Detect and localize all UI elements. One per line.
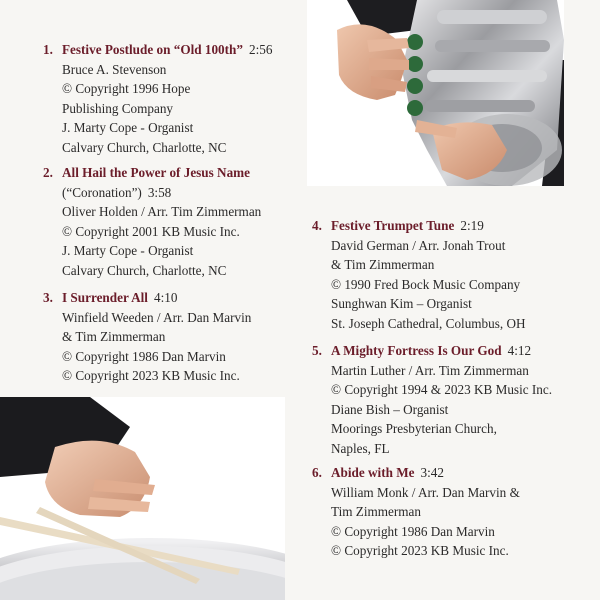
track-duration: 3:58 bbox=[147, 184, 172, 200]
track-credit: & Tim Zimmerman bbox=[62, 329, 166, 345]
track-credit: Publishing Company bbox=[62, 100, 174, 116]
track-duration: 3:42 bbox=[420, 465, 444, 480]
track-credit: J. Marty Cope - Organist bbox=[62, 120, 194, 136]
track-duration: 4:12 bbox=[507, 343, 532, 358]
track-credit: © Copyright 1986 Dan Marvin bbox=[331, 523, 495, 539]
track-credit: St. Joseph Cathedral, Columbus, OH bbox=[331, 315, 526, 331]
track-title: A Mighty Fortress Is Our God bbox=[331, 343, 502, 358]
track-title-line bbox=[312, 341, 552, 361]
track-subtitle: (“Coronation”) bbox=[62, 184, 142, 200]
track-credit: © Copyright 1994 & 2023 KB Music Inc. bbox=[331, 382, 553, 398]
track-title-line bbox=[43, 288, 251, 308]
track-title: Abide with Me bbox=[331, 465, 415, 480]
track-credit: Tim Zimmerman bbox=[331, 504, 421, 520]
track-2 bbox=[43, 163, 261, 281]
track-title-line bbox=[43, 40, 272, 60]
track-title-line bbox=[43, 163, 261, 183]
track-subtitle-line bbox=[43, 183, 261, 203]
track-credit: © Copyright 1996 Hope bbox=[62, 81, 191, 97]
track-duration: 2:19 bbox=[460, 218, 484, 233]
track-credit: Bruce A. Stevenson bbox=[62, 61, 167, 77]
track-credit: Calvary Church, Charlotte, NC bbox=[62, 139, 227, 155]
track-credit: Oliver Holden / Arr. Tim Zimmerman bbox=[62, 204, 262, 220]
track-credit: Winfield Weeden / Arr. Dan Marvin bbox=[62, 309, 252, 325]
track-number: 6. bbox=[312, 465, 322, 480]
drum-illustration bbox=[0, 397, 285, 600]
track-6 bbox=[312, 463, 520, 561]
track-credit: © 1990 Fred Bock Music Company bbox=[331, 276, 521, 292]
track-1 bbox=[43, 40, 272, 158]
track-duration: 4:10 bbox=[153, 290, 178, 305]
track-title: I Surrender All bbox=[62, 290, 148, 305]
track-number: 2. bbox=[43, 165, 53, 180]
track-credit: Martin Luther / Arr. Tim Zimmerman bbox=[331, 362, 529, 378]
track-3 bbox=[43, 288, 251, 386]
track-5 bbox=[312, 341, 552, 459]
track-number: 1. bbox=[43, 42, 53, 57]
track-credit: Calvary Church, Charlotte, NC bbox=[62, 262, 227, 278]
track-title-line bbox=[312, 463, 520, 483]
track-number: 3. bbox=[43, 290, 53, 305]
track-title: All Hail the Power of Jesus Name bbox=[62, 165, 251, 180]
track-number: 4. bbox=[312, 218, 322, 233]
track-title: Festive Trumpet Tune bbox=[331, 218, 455, 233]
track-credit: © Copyright 2023 KB Music Inc. bbox=[62, 368, 240, 384]
track-credit: David German / Arr. Jonah Trout bbox=[331, 237, 506, 253]
track-credit: J. Marty Cope - Organist bbox=[62, 243, 194, 259]
track-title-line bbox=[312, 216, 526, 236]
track-credit: © Copyright 1986 Dan Marvin bbox=[62, 348, 226, 364]
tuba-illustration bbox=[307, 0, 564, 186]
track-credit: William Monk / Arr. Dan Marvin & bbox=[331, 484, 520, 500]
track-4 bbox=[312, 216, 526, 334]
drummer-photo bbox=[0, 397, 285, 600]
track-duration: 2:56 bbox=[248, 42, 273, 57]
track-credit: © Copyright 2001 KB Music Inc. bbox=[62, 223, 240, 239]
track-credit: © Copyright 2023 KB Music Inc. bbox=[331, 543, 509, 559]
track-credit: Naples, FL bbox=[331, 440, 390, 456]
track-credit: Sunghwan Kim – Organist bbox=[331, 296, 472, 312]
track-number: 5. bbox=[312, 343, 322, 358]
tuba-photo bbox=[307, 0, 564, 186]
track-credit: Diane Bish – Organist bbox=[331, 401, 449, 417]
track-title: Festive Postlude on “Old 100th” bbox=[62, 42, 243, 57]
track-credit: Moorings Presbyterian Church, bbox=[331, 421, 497, 437]
track-credit: & Tim Zimmerman bbox=[331, 257, 435, 273]
